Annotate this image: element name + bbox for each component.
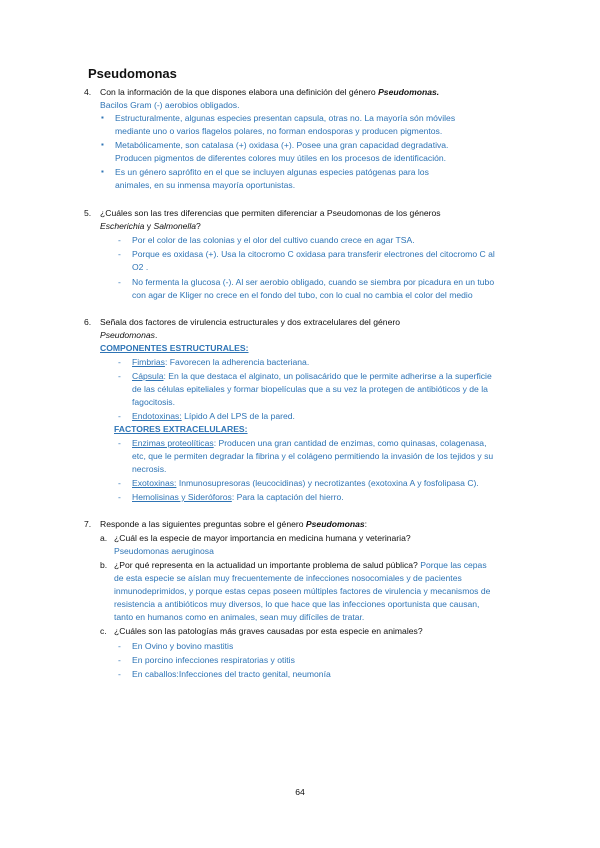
question-4-text: [100, 86, 439, 98]
subquestion-b-answer-line-1: de esta especie se aíslan muy frecuentemente de infecciones nosocomiales y de pacientes: [114, 573, 462, 583]
extracellular-factors-heading: FACTORES EXTRACELULARES:: [114, 424, 248, 434]
subquestion-b-text: [114, 559, 487, 571]
term-hemolisinas: Hemolisinas y Sideróforos: [132, 492, 232, 502]
desc-fimbrias: : Favorecen la adherencia bacteriana.: [164, 357, 310, 367]
subquestion-b-answer-line-2: inmunodeprimidos, y porque estas cepas poseen múltiples factores de virulencia y mecanismos de: [114, 586, 491, 596]
dash-marker: -: [118, 357, 121, 367]
desc-enzimas-3: necrosis.: [132, 464, 167, 474]
genus-pseudomonas: Pseudomonas: [100, 330, 155, 340]
dash-marker: -: [118, 411, 121, 421]
extra-item-exotoxinas: [132, 477, 479, 489]
dash-marker: -: [118, 235, 121, 245]
question-4-answer: Bacilos Gram (-) aerobios obligados.: [100, 100, 240, 110]
desc-enzimas-2: etc, que le permiten degradar la fibrina y el colágeno permitiendo la invasión de los tejidos y su: [132, 451, 494, 461]
question-4-text-a: Con la información de la que dispones elabora una definición del género: [100, 87, 379, 97]
subquestion-b-question: ¿Por qué representa en la actualidad un importante problema de salud pública?: [114, 560, 418, 570]
question-7-text: [100, 518, 367, 530]
struct-item-capsula: [132, 370, 492, 382]
q5-item-3-line-2: con agar de Kliger no crece en el fondo del tubo, con lo cual no cambia el color del medio: [132, 290, 473, 300]
question-4-genus: Pseudomonas.: [378, 87, 440, 97]
desc-enzimas-1: : Producen una gran cantidad de enzimas, como quinasas, colagenasa,: [213, 438, 487, 448]
term-fimbrias: Fimbrias: [132, 357, 165, 367]
section-title: Pseudomonas: [88, 66, 177, 81]
question-6-number: 6.: [84, 317, 92, 327]
q5-item-2-line-1: Porque es oxidasa (+). Usa la citocromo C oxidasa para transferir electrones del citocromo C al: [132, 249, 495, 259]
page-number: 64: [295, 787, 305, 797]
question-6-text: Señala dos factores de virulencia estructurales y dos extracelulares del género: [100, 317, 400, 327]
structural-components-heading: COMPONENTES ESTRUCTURALES:: [100, 343, 249, 353]
q4-bullet-3-line-1: Es un género saprófito en el que se incluyen algunas especies patógenas para los: [115, 167, 429, 177]
subquestion-a-text: ¿Cuál es la especie de mayor importancia en medicina humana y veterinaria?: [114, 533, 411, 543]
question-7-number: 7.: [84, 519, 92, 529]
term-exotoxinas: Exotoxinas:: [132, 478, 177, 488]
desc-exotoxinas: Inmunosupresoras (leucocidinas) y necrotizantes (exotoxina A y fosfolipasa C).: [176, 478, 479, 488]
extra-item-hemolisinas: [132, 491, 344, 503]
q4-bullet-1-line-2: mediante uno o varios flagelos polares, no forman endosporas y producen pigmentos.: [115, 126, 443, 136]
subquestion-c-item-3: En caballos:Infecciones del tracto genital, neumonía: [132, 669, 331, 679]
desc-capsula-2: de las células epiteliales y formar biopelículas que a su vez la protegen de antibióticos y de la: [132, 384, 488, 394]
dash-marker: -: [118, 249, 121, 259]
genus-salmonella: Salmonella: [153, 221, 197, 231]
struct-item-fimbrias: [132, 356, 309, 368]
desc-endotoxinas: Lípido A del LPS de la pared.: [181, 411, 295, 421]
term-capsula: Cápsula: [132, 371, 164, 381]
subquestion-b-answer-start: Porque las cepas: [417, 560, 487, 570]
dash-marker: -: [118, 438, 121, 448]
q5-item-1-line-1: Por el color de las colonias y el olor del cultivo cuando crece en agar TSA.: [132, 235, 415, 245]
question-mark: ?: [196, 221, 201, 231]
subquestion-c-text: ¿Cuáles son las patologías más graves causadas por esta especie en animales?: [114, 626, 423, 636]
period: .: [154, 330, 158, 340]
q5-item-2-line-2: O2 .: [132, 262, 149, 272]
q5-item-3-line-1: No fermenta la glucosa (-). Al ser aerobio obligado, cuando se siembra por picadura en un tubo: [132, 277, 495, 287]
subquestion-b-answer-line-4: tanto en humanos como en animales, sean muy difíciles de tratar.: [114, 612, 365, 622]
dash-marker: -: [118, 669, 121, 679]
desc-capsula-1: : En la que destaca el alginato, un polisacárido que le permite adherirse a la superficie: [163, 371, 492, 381]
bullet-marker: ▪: [101, 167, 104, 176]
subquestion-c-item-2: En porcino infecciones respiratorias y otitis: [132, 655, 295, 665]
bullet-marker: ▪: [101, 113, 104, 122]
conjunction: y: [144, 221, 154, 231]
q4-bullet-2-line-1: Metabólicamente, son catalasa (+) oxidasa (+). Posee una gran capacidad degradativa.: [115, 140, 449, 150]
dash-marker: -: [118, 277, 121, 287]
subquestion-b-answer-line-3: resistencia a antibióticos muy diversos, lo que hace que las infecciones oportunista que causan,: [114, 599, 480, 609]
question-5-number: 5.: [84, 208, 92, 218]
colon: :: [364, 519, 368, 529]
struct-item-endotoxinas: [132, 410, 295, 422]
question-4-number: 4.: [84, 87, 92, 97]
dash-marker: -: [118, 641, 121, 651]
subquestion-a-answer: Pseudomonas aeruginosa: [114, 546, 214, 556]
subquestion-c-item-1: En Ovino y bovino mastitis: [132, 641, 234, 651]
subquestion-b-label: b.: [100, 560, 108, 570]
term-enzimas: Enzimas proteolíticas: [132, 438, 214, 448]
question-6-text-2: [100, 329, 157, 341]
dash-marker: -: [118, 478, 121, 488]
term-endotoxinas: Endotoxinas:: [132, 411, 182, 421]
genus-escherichia: Escherichia: [100, 221, 145, 231]
question-7-text-a: Responde a las siguientes preguntas sobre el género: [100, 519, 306, 529]
question-5-text: ¿Cuáles son las tres diferencias que permiten diferenciar a Pseudomonas de los géneros: [100, 208, 441, 218]
q4-bullet-3-line-2: animales, en su inmensa mayoría oportunistas.: [115, 180, 296, 190]
bullet-marker: ▪: [101, 140, 104, 149]
q4-bullet-2-line-2: Producen pigmentos de diferentes colores muy útiles en los procesos de identificación.: [115, 153, 447, 163]
dash-marker: -: [118, 492, 121, 502]
desc-capsula-3: fagocitosis.: [132, 397, 175, 407]
dash-marker: -: [118, 655, 121, 665]
q4-bullet-1-line-1: Estructuralmente, algunas especies presentan capsula, otras no. La mayoría són móviles: [115, 113, 456, 123]
question-5-text-2: [100, 220, 201, 232]
dash-marker: -: [118, 371, 121, 381]
desc-hemolisinas: : Para la captación del hierro.: [231, 492, 344, 502]
question-7-genus: Pseudomonas: [305, 519, 365, 529]
subquestion-c-label: c.: [100, 626, 107, 636]
extra-item-enzimas: [132, 437, 486, 449]
subquestion-a-label: a.: [100, 533, 108, 543]
